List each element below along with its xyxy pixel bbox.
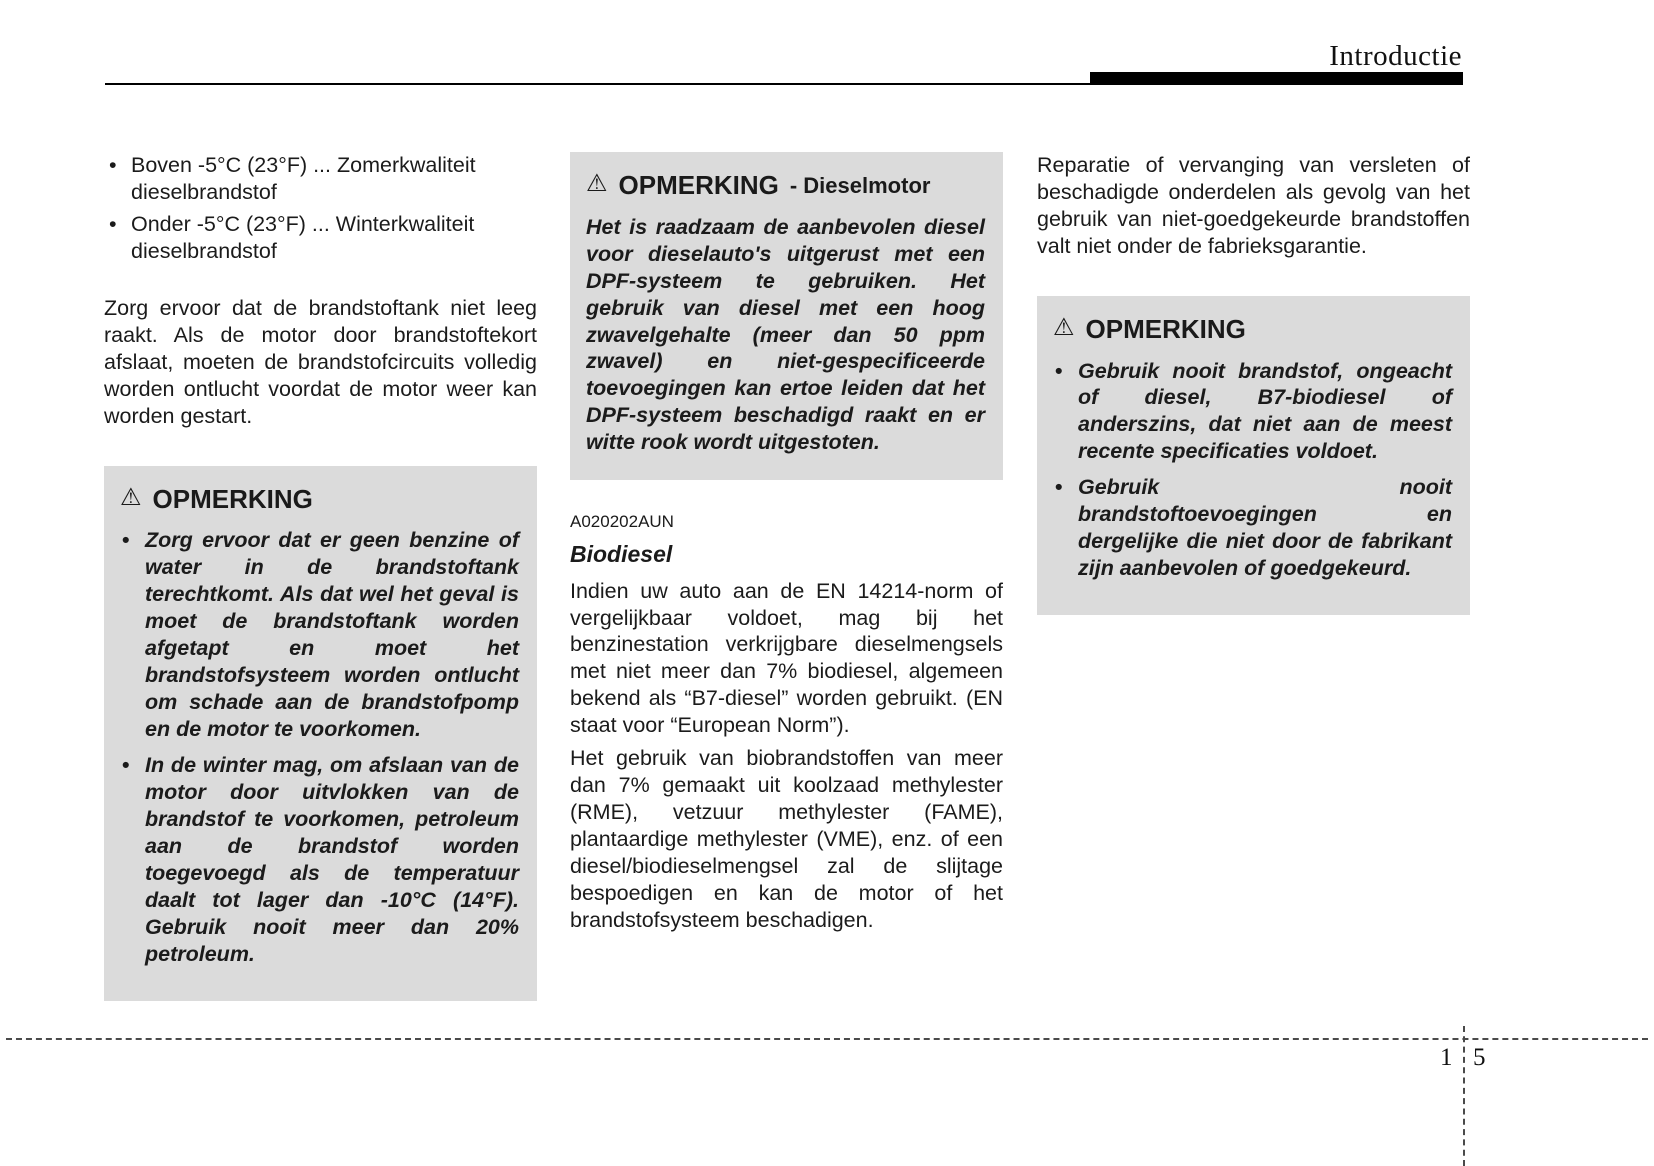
column-right — [1037, 152, 1470, 615]
note-box-fuel — [104, 466, 537, 1001]
list-item: • Onder -5°C (23°F) ... Winterkwaliteit dieselbrandstof — [104, 211, 537, 265]
warning-icon: ⚠ — [1053, 314, 1075, 342]
footer-vertical-dashed-rule — [1463, 1026, 1465, 1166]
page-number-page: 5 — [1473, 1044, 1486, 1071]
fuel-quality-list — [104, 152, 537, 265]
note-box-fuel-spec — [1037, 296, 1470, 615]
footer-dashed-rule — [6, 1038, 1648, 1040]
note-title-label: OPMERKING — [618, 170, 779, 200]
note-bullet-list — [120, 527, 519, 968]
note-subtitle: - Dieselmotor — [789, 172, 931, 198]
header-rule-thin — [105, 83, 1463, 85]
section-title-biodiesel: Biodiesel — [570, 540, 673, 567]
note-bullet-list — [1053, 358, 1452, 583]
column-middle — [570, 152, 1003, 934]
warning-icon: ⚠ — [586, 170, 608, 198]
list-item: • Zorg ervoor dat er geen benzine of water in de brandstoftank terechtkomt. Als dat wel het geval is moet de brandstoftank worden afgetapt en moet het brandstofsysteem worden ontlucht om schade aan de brandstofpomp en de motor te voorkomen. — [120, 527, 519, 743]
paragraph-warranty: Reparatie of vervanging van versleten of beschadigde onderdelen als gevolg van het gebruik van niet-goedgekeurde brandstoffen valt niet onder de fabrieksgarantie. — [1037, 153, 1470, 258]
paragraph-biodiesel-1: Indien uw auto aan de EN 14214-norm of vergelijkbaar voldoet, mag bij het benzinestation verkrijgbare dieselmengsels met niet meer dan 7% biodiesel, algemeen bekend als “B7-diesel” worden gebruikt. (EN staat voor “European Norm”). — [570, 578, 1003, 738]
paragraph-biodiesel-2: Het gebruik van biobrandstoffen van meer dan 7% gemaakt uit koolzaad methylester (RME), vetzuur methylester (FAME), plantaardige methylester (VME), enz. of een diesel/biodieselmengsel zal de slijtage bespoedigen en kan de motor of het brandstofsysteem beschadigen. — [570, 746, 1003, 933]
note-title-label: OPMERKING — [152, 483, 313, 514]
note-box-dieselmotor — [570, 152, 1003, 480]
list-item: • Boven -5°C (23°F) ... Zomerkwaliteit dieselbrandstof — [104, 152, 537, 206]
note-title — [120, 483, 519, 516]
note-title — [1053, 313, 1452, 346]
list-item: • In de winter mag, om afslaan van de motor door uitvlokken van de brandstof te voorkomen, petroleum aan de brandstof worden toegevoegd als de temperatuur daalt tot lager dan -10°C (14°F). Gebruik nooit meer dan 20% petroleum. — [120, 752, 519, 968]
section-code: A020202AUN — [570, 512, 674, 532]
page-number-section: 1 — [1440, 1044, 1453, 1071]
column-left — [104, 152, 537, 1001]
note-title — [586, 169, 985, 202]
page-title: Introductie — [1329, 40, 1462, 72]
paragraph-fuel-tank: Zorg ervoor dat de brandstoftank niet leeg raakt. Als de motor door brandstoftekort afslaat, moeten de brandstofcircuits volledig worden ontlucht voordat de motor weer kan worden gestart. — [104, 295, 537, 428]
header-rule-thick — [1090, 72, 1463, 83]
list-item: • Gebruik nooit brandstoftoevoegingen en dergelijke die niet door de fabrikant zijn aanbevolen of goedgekeurd. — [1053, 474, 1452, 582]
warning-icon: ⚠ — [120, 484, 142, 512]
list-item: • Gebruik nooit brandstof, ongeacht of diesel, B7-biodiesel of anderszins, dat niet aan de meest recente specificaties voldoet. — [1053, 358, 1452, 466]
note-body: Het is raadzaam de aanbevolen diesel voor dieselauto's uitgerust met een DPF-systeem te gebruiken. Het gebruik van diesel met een hoog zwavelgehalte (meer dan 50 ppm zwavel) en niet-gespecificeerde toevoegingen kan ertoe leiden dat het DPF-systeem beschadigd raakt en er witte rook wordt uitgestoten. — [586, 214, 985, 455]
note-title-label: OPMERKING — [1085, 313, 1246, 344]
